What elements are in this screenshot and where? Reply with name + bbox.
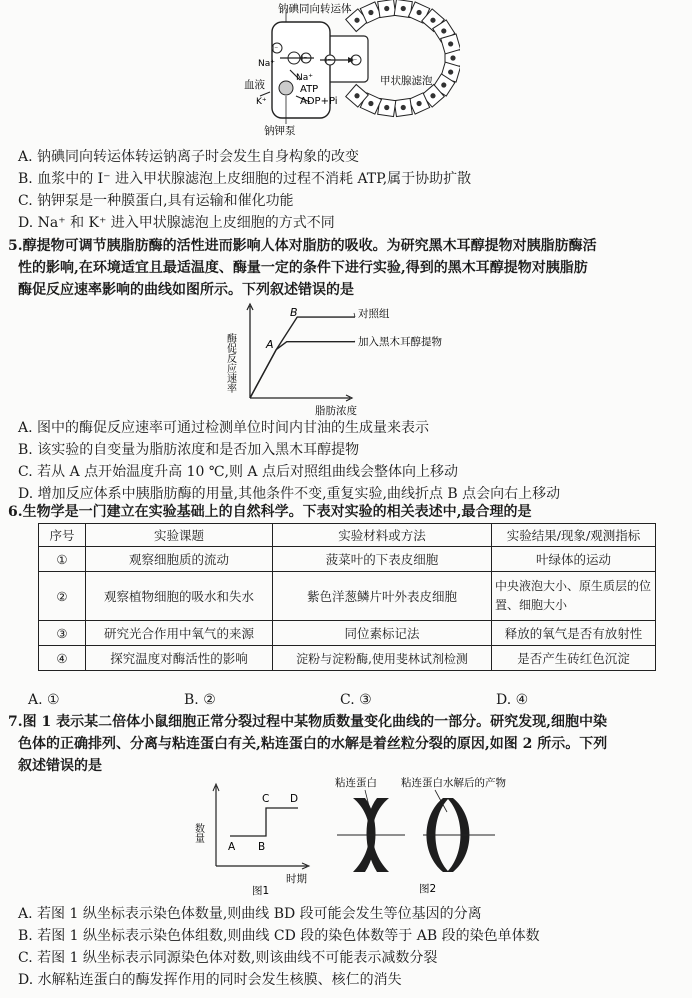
q5-stem-2: 性的影响,在环境适宜且最适温度、酶量一定的条件下进行实验,得到的黑木耳醇提物对胰脂肪 <box>18 260 588 276</box>
follicle-nucleus <box>416 101 421 106</box>
q5-xlabel: 脂肪浓度 <box>315 405 357 416</box>
ion-iodide: I⁻ <box>325 56 332 65</box>
q7-fig1-point-b: B <box>258 841 266 853</box>
q7-fig1-point-a: A <box>228 841 236 853</box>
follicle-nucleus <box>401 105 406 110</box>
label-plasma: 血液 <box>244 79 265 91</box>
q5-option-b: B. 该实验的自变量为脂肪浓度和是否加入黑木耳醇提物 <box>18 442 360 458</box>
follicle-nucleus <box>401 6 406 11</box>
table-row <box>39 621 656 646</box>
table-cell: 同位素标记法 <box>273 621 492 646</box>
q7-fig1-point-d: D <box>290 793 299 805</box>
q6-option-b: B. ② <box>184 692 216 708</box>
table-cell: 研究光合作用中氧气的来源 <box>86 621 273 646</box>
q7-option-c: C. 若图 1 纵坐标表示同源染色体对数,则该曲线不可能表示减数分裂 <box>18 950 438 966</box>
q7-fig1-curve <box>230 808 298 836</box>
q5-legend-leader <box>354 341 355 342</box>
follicle-nucleus <box>448 69 453 74</box>
table-header: 序号 <box>39 524 86 547</box>
table-cell: ① <box>39 547 86 572</box>
q5-series-group <box>250 313 355 398</box>
q7-fig1-point-c: C <box>262 793 270 805</box>
table-header: 实验结果/现象/观测指标 <box>492 524 656 547</box>
follicle-nucleus <box>430 18 435 23</box>
follicle-nucleus <box>430 93 435 98</box>
ion-sodium: Na⁺ <box>258 59 275 69</box>
q5-option-a: A. 图中的酶促反应速率可通过检测单位时间内甘油的生成量来表示 <box>18 420 430 436</box>
label-transporter: 钠碘同向转运体 <box>278 3 352 15</box>
q6-table <box>38 523 656 671</box>
q6-option-d: D. ④ <box>496 692 529 708</box>
table-header: 实验课题 <box>86 524 273 547</box>
table-cell: 淀粉与淀粉酶,使用斐林试剂检测 <box>273 646 492 671</box>
q7-figure-1 <box>192 778 332 898</box>
q7-stem-3: 叙述错误的是 <box>18 758 102 774</box>
q6-option-c: C. ③ <box>340 692 372 708</box>
q5-series-line <box>250 317 355 398</box>
q5-legend-extract: 加入黑木耳醇提物 <box>358 336 442 348</box>
q7-fig1-ylabel: 数量 <box>192 823 204 843</box>
q5-option-c: C. 若从 A 点开始温度升高 10 ℃,则 A 点后对照组曲线会整体向上移动 <box>18 464 458 480</box>
q6-number: 6. <box>8 504 23 520</box>
q7-fig1-caption: 图1 <box>252 885 270 897</box>
table-cell: 叶绿体的运动 <box>492 547 656 572</box>
follicle-nucleus <box>448 41 453 46</box>
sodium-potassium-pump <box>279 81 293 95</box>
table-row <box>39 572 656 621</box>
table-cell: 是否产生砖红色沉淀 <box>492 646 656 671</box>
q4-option-b: B. 血浆中的 I⁻ 进入甲状腺滤泡上皮细胞的过程不消耗 ATP,属于协助扩散 <box>18 171 472 187</box>
ion-potassium: K⁺ <box>256 97 267 107</box>
q5-number: 5. <box>8 238 23 254</box>
table-row <box>39 646 656 671</box>
ion-iodide: I⁻ <box>301 54 308 63</box>
table-cell: 观察细胞质的流动 <box>86 547 273 572</box>
follicle-nucleus <box>450 55 455 60</box>
follicle-nucleus <box>384 105 389 110</box>
q7-stem-2: 色体的正确排列、分离与粘连蛋白有关,粘连蛋白的水解是着丝粒分裂的原因,如图 2 所示。下列 <box>18 736 608 752</box>
q5-stem-text: 醇提物可调节胰脂肪酶的活性进而影响人体对脂肪的吸收。为研究黑木耳醇提物对胰脂肪酶活 <box>22 238 597 254</box>
q7-stem-1 <box>8 712 607 732</box>
ion-sodium: Na⁺ <box>296 73 313 83</box>
table-cell: ④ <box>39 646 86 671</box>
follicle-nucleus <box>384 6 389 11</box>
table-header-row <box>39 524 656 547</box>
label-adp: ADP+Pi <box>300 96 338 107</box>
follicle-nucleus <box>354 93 359 98</box>
label-follicle: 甲状腺滤泡 <box>380 75 433 87</box>
table-header: 实验材料或方法 <box>273 524 492 547</box>
table-cell: ③ <box>39 621 86 646</box>
q4-option-c: C. 钠钾泵是一种膜蛋白,具有运输和催化功能 <box>18 193 294 209</box>
ion-iodide: I⁻ <box>351 56 358 65</box>
follicle-nucleus <box>368 101 373 106</box>
q7-fig2-label-right: 粘连蛋白水解后的产物 <box>401 777 506 789</box>
q4-option-d: D. Na⁺ 和 K⁺ 进入甲状腺滤泡上皮细胞的方式不同 <box>18 215 335 231</box>
table-cell: 释放的氧气是否有放射性 <box>492 621 656 646</box>
q6-stem <box>8 502 532 522</box>
q5-ylabel: 酶促反应速率 <box>224 333 236 393</box>
table-cell: 菠菜叶的下表皮细胞 <box>273 547 492 572</box>
label-pump: 钠钾泵 <box>264 125 296 137</box>
follicle-nucleus <box>441 28 446 33</box>
figure-thyroid-transport <box>230 0 460 138</box>
q6-option-a: A. ① <box>28 692 60 708</box>
q7-figure-2 <box>335 772 525 898</box>
follicle-nucleus <box>441 82 446 87</box>
q7-option-b: B. 若图 1 纵坐标表示染色体组数,则曲线 CD 段的染色体数等于 AB 段的染色单体数 <box>18 928 540 944</box>
table-cell: 紫色洋葱鳞片叶外表皮细胞 <box>273 572 492 621</box>
follicle-nucleus <box>416 10 421 15</box>
q7-fig2-label-left: 粘连蛋白 <box>335 777 377 789</box>
q4-option-a: A. 钠碘同向转运体转运钠离子时会发生自身构象的改变 <box>18 149 360 165</box>
q5-stem-3: 酶促反应速率影响的曲线如图所示。下列叙述错误的是 <box>18 282 354 298</box>
q5-stem-1 <box>8 236 597 256</box>
q7-option-d: D. 水解粘连蛋白的酶发挥作用的同时会发生核膜、核仁的消失 <box>18 972 402 988</box>
table-cell: ② <box>39 572 86 621</box>
ion-iodide: I⁻ <box>272 44 279 53</box>
q7-stem-text: 图 1 表示某二倍体小鼠细胞正常分裂过程中某物质数量变化曲线的一部分。研究发现,细胞中染 <box>22 714 607 730</box>
table-cell: 中央液泡大小、原生质层的位置、细胞大小 <box>492 572 656 621</box>
follicle-nucleus <box>354 18 359 23</box>
q5-legend-control: 对照组 <box>358 308 390 320</box>
q7-fig2-caption: 图2 <box>419 883 437 895</box>
label-atp: ATP <box>300 84 319 95</box>
q7-number: 7. <box>8 714 23 730</box>
table-row <box>39 547 656 572</box>
q5-chart <box>220 298 490 416</box>
table-cell: 观察植物细胞的吸水和失水 <box>86 572 273 621</box>
q5-option-d: D. 增加反应体系中胰脂肪酶的用量,其他条件不变,重复实验,曲线折点 B 点会向右上移动 <box>18 486 561 502</box>
q6-stem-text: 生物学是一门建立在实验基础上的自然科学。下表对实验的相关表述中,最合理的是 <box>22 504 532 520</box>
q5-point-b-label: B <box>290 306 298 319</box>
follicle-nucleus <box>368 10 373 15</box>
q5-point-a-label: A <box>266 338 274 351</box>
table-cell: 探究温度对酶活性的影响 <box>86 646 273 671</box>
q7-option-a: A. 若图 1 纵坐标表示染色体数量,则曲线 BD 段可能会发生等位基因的分离 <box>18 906 482 922</box>
q7-fig1-xlabel: 时期 <box>286 873 307 885</box>
